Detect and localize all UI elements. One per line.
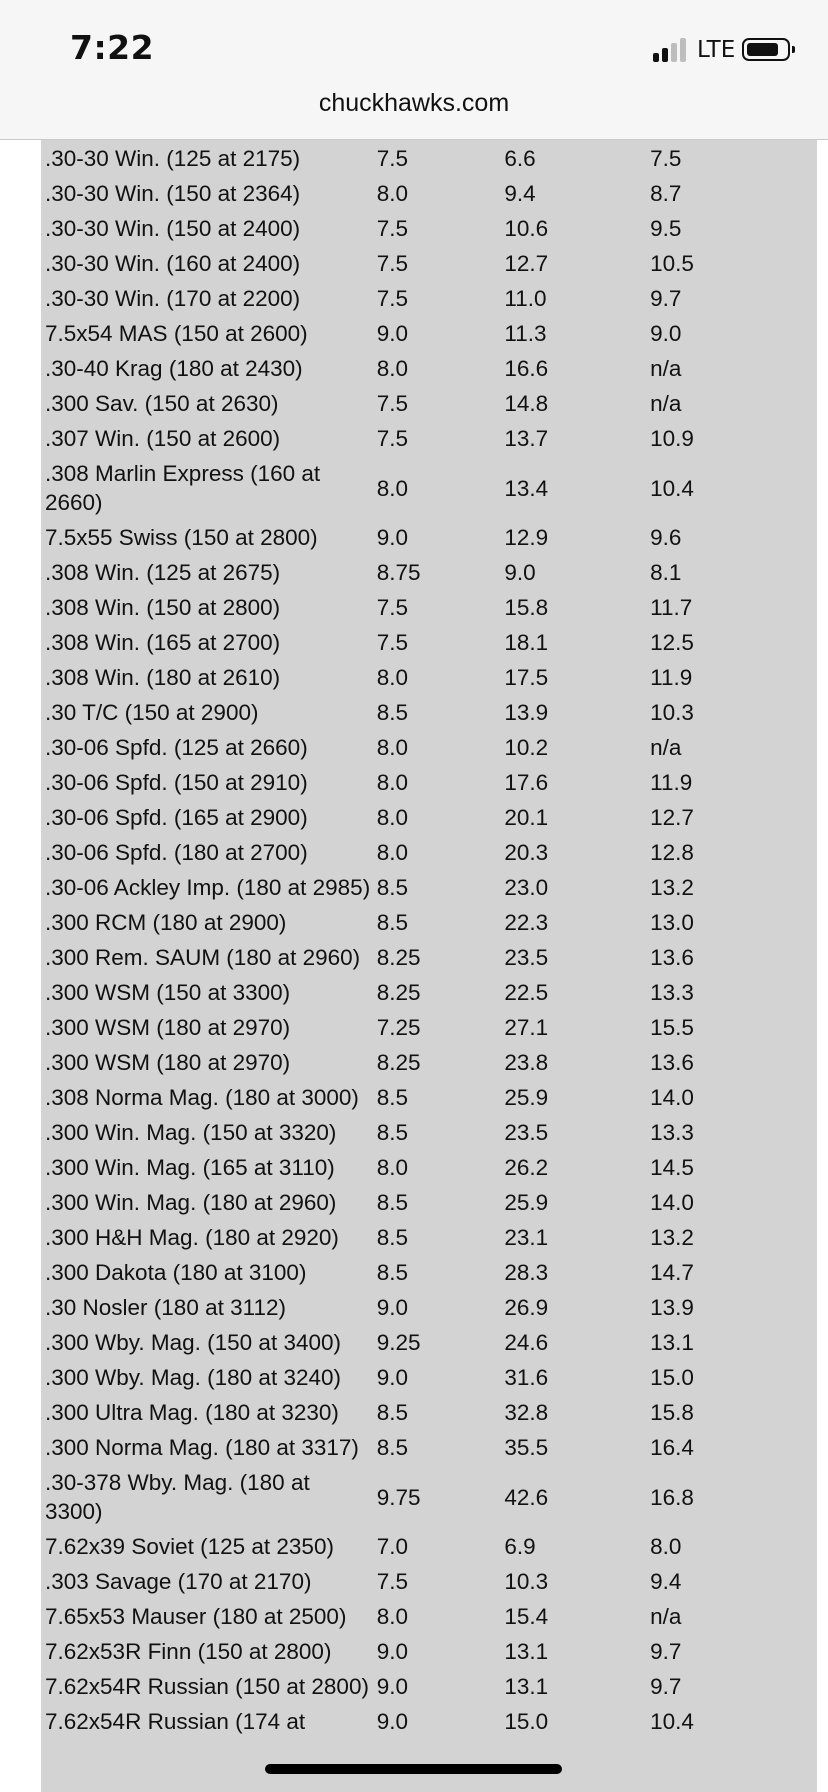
value-cell-2: 23.8 [504, 1050, 549, 1075]
cartridge-table [41, 141, 817, 1739]
value-cell-2: 15.8 [504, 595, 549, 620]
table-row [41, 281, 817, 316]
table-row [41, 1430, 817, 1465]
cartridge-cell: .30-06 Spfd. (125 at 2660) [45, 735, 308, 760]
cartridge-cell: .303 Savage (170 at 2170) [45, 1569, 312, 1594]
table-row [41, 625, 817, 660]
table-row [41, 660, 817, 695]
table-row [41, 765, 817, 800]
value-cell-3: 13.2 [650, 1225, 694, 1250]
value-cell-3: 11.9 [650, 665, 693, 690]
value-cell-2: 10.3 [504, 1569, 549, 1594]
value-cell-3: 8.7 [650, 181, 682, 206]
table-row [41, 1045, 817, 1080]
cartridge-cell: .30-378 Wby. Mag. (180 at 3300) [45, 1470, 310, 1524]
cartridge-cell: .30 T/C (150 at 2900) [45, 700, 259, 725]
value-cell-1: 8.5 [376, 700, 408, 725]
cartridge-cell: 7.5x55 Swiss (150 at 2800) [45, 525, 318, 550]
value-cell-3: 10.4 [650, 1709, 694, 1734]
value-cell-2: 18.1 [504, 630, 549, 655]
value-cell-3: 9.7 [650, 1674, 682, 1699]
cartridge-cell: .30-06 Spfd. (180 at 2700) [45, 840, 308, 865]
value-cell-1: 7.5 [376, 391, 408, 416]
value-cell-3: 7.5 [650, 146, 682, 171]
cartridge-cell: .308 Norma Mag. (180 at 3000) [45, 1085, 359, 1110]
value-cell-1: 7.5 [376, 1569, 408, 1594]
value-cell-2: 14.8 [504, 391, 549, 416]
value-cell-2: 13.9 [504, 700, 549, 725]
value-cell-1: 7.5 [376, 630, 408, 655]
value-cell-3: 14.0 [650, 1085, 694, 1110]
value-cell-3: 9.7 [650, 286, 682, 311]
value-cell-2: 42.6 [504, 1484, 549, 1510]
table-row [41, 1529, 817, 1564]
cartridge-cell: .300 RCM (180 at 2900) [45, 910, 287, 935]
value-cell-1: 8.5 [376, 1120, 408, 1145]
cartridge-cell: 7.62x39 Soviet (125 at 2350) [45, 1534, 334, 1559]
cartridge-cell: .300 Dakota (180 at 3100) [45, 1260, 307, 1285]
value-cell-3: 13.0 [650, 910, 694, 935]
table-row [41, 1465, 817, 1529]
table-row [41, 835, 817, 870]
table-row [41, 590, 817, 625]
value-cell-1: 8.0 [376, 840, 408, 865]
value-cell-3: 10.4 [650, 475, 694, 501]
status-time: 7:22 [70, 28, 155, 67]
table-row [41, 520, 817, 555]
cartridge-cell: 7.62x54R Russian (150 at 2800) [45, 1674, 369, 1699]
value-cell-2: 17.5 [504, 665, 549, 690]
value-cell-1: 9.0 [376, 1709, 408, 1734]
value-cell-2: 23.1 [504, 1225, 549, 1250]
value-cell-1: 8.5 [376, 1435, 408, 1460]
value-cell-1: 8.0 [376, 181, 408, 206]
value-cell-1: 9.0 [376, 1639, 408, 1664]
table-row [41, 421, 817, 456]
value-cell-3: 12.8 [650, 840, 694, 865]
table-row [41, 1564, 817, 1599]
cartridge-cell: .30-30 Win. (125 at 2175) [45, 146, 301, 171]
value-cell-3: n/a [650, 735, 682, 760]
table-row [41, 1704, 817, 1739]
value-cell-1: 8.5 [376, 1400, 408, 1425]
value-cell-1: 9.75 [376, 1484, 421, 1510]
cartridge-cell: 7.62x53R Finn (150 at 2800) [45, 1639, 332, 1664]
value-cell-2: 24.6 [504, 1330, 549, 1355]
value-cell-2: 31.6 [504, 1365, 549, 1390]
value-cell-1: 9.0 [376, 321, 408, 346]
value-cell-2: 15.0 [504, 1709, 549, 1734]
cartridge-cell: .30 Nosler (180 at 3112) [45, 1295, 286, 1320]
value-cell-3: 14.7 [650, 1260, 694, 1285]
value-cell-3: 8.0 [650, 1534, 682, 1559]
cartridge-cell: .300 Win. Mag. (180 at 2960) [45, 1190, 337, 1215]
value-cell-3: 13.3 [650, 980, 694, 1005]
cartridge-cell: .300 Wby. Mag. (150 at 3400) [45, 1330, 341, 1355]
value-cell-3: 11.9 [650, 770, 693, 795]
cartridge-cell: 7.62x54R Russian (174 at [45, 1709, 306, 1734]
table-row [41, 1150, 817, 1185]
value-cell-2: 22.3 [504, 910, 549, 935]
cartridge-cell: .30-30 Win. (170 at 2200) [45, 286, 301, 311]
cartridge-cell: .30-30 Win. (150 at 2400) [45, 216, 301, 241]
battery-icon [742, 38, 790, 61]
value-cell-2: 13.7 [504, 426, 549, 451]
value-cell-1: 8.0 [376, 1155, 408, 1180]
value-cell-1: 8.0 [376, 770, 408, 795]
table-row [41, 555, 817, 590]
table-row [41, 141, 817, 176]
value-cell-3: 9.0 [650, 321, 682, 346]
value-cell-3: 16.4 [650, 1435, 694, 1460]
cartridge-table-body [41, 141, 817, 1739]
value-cell-3: 9.4 [650, 1569, 682, 1594]
table-row [41, 975, 817, 1010]
value-cell-1: 8.5 [376, 1190, 408, 1215]
value-cell-1: 8.25 [376, 980, 421, 1005]
value-cell-1: 9.0 [376, 1295, 408, 1320]
page-content[interactable] [41, 140, 817, 1792]
cartridge-cell: .300 Ultra Mag. (180 at 3230) [45, 1400, 339, 1425]
value-cell-2: 16.6 [504, 356, 549, 381]
table-row [41, 695, 817, 730]
value-cell-2: 12.9 [504, 525, 549, 550]
cartridge-cell: .300 Sav. (150 at 2630) [45, 391, 279, 416]
value-cell-1: 9.25 [376, 1330, 421, 1355]
value-cell-3: 15.0 [650, 1365, 694, 1390]
cartridge-cell: .30-06 Ackley Imp. (180 at 2985) [45, 875, 371, 900]
site-domain: chuckhawks.com [318, 89, 510, 117]
table-row [41, 1360, 817, 1395]
cartridge-cell: .300 Win. Mag. (165 at 3110) [45, 1155, 335, 1180]
value-cell-3: 16.8 [650, 1484, 694, 1510]
cartridge-cell: .300 Win. Mag. (150 at 3320) [45, 1120, 337, 1145]
cartridge-cell: .307 Win. (150 at 2600) [45, 426, 281, 451]
value-cell-3: 15.8 [650, 1400, 694, 1425]
value-cell-3: 13.6 [650, 1050, 694, 1075]
table-row [41, 1010, 817, 1045]
value-cell-2: 10.6 [504, 216, 549, 241]
value-cell-1: 7.0 [376, 1534, 408, 1559]
value-cell-1: 8.5 [376, 1225, 408, 1250]
value-cell-1: 7.5 [376, 146, 408, 171]
value-cell-1: 7.25 [376, 1015, 421, 1040]
cartridge-cell: .308 Win. (165 at 2700) [45, 630, 281, 655]
cartridge-cell: .30-30 Win. (160 at 2400) [45, 251, 301, 276]
table-row [41, 905, 817, 940]
value-cell-3: 9.5 [650, 216, 682, 241]
table-row [41, 1325, 817, 1360]
home-indicator[interactable] [265, 1764, 562, 1774]
value-cell-3: 11.7 [650, 595, 693, 620]
value-cell-2: 13.1 [504, 1639, 549, 1664]
value-cell-3: 10.5 [650, 251, 694, 276]
value-cell-3: 9.6 [650, 525, 682, 550]
value-cell-1: 8.5 [376, 1260, 408, 1285]
value-cell-2: 28.3 [504, 1260, 549, 1285]
value-cell-2: 10.2 [504, 735, 549, 760]
value-cell-3: 15.5 [650, 1015, 694, 1040]
table-row [41, 940, 817, 975]
table-row [41, 1669, 817, 1704]
cartridge-cell: .308 Win. (125 at 2675) [45, 560, 281, 585]
value-cell-3: 8.1 [650, 560, 682, 585]
table-row [41, 211, 817, 246]
value-cell-2: 25.9 [504, 1085, 549, 1110]
value-cell-3: 14.0 [650, 1190, 694, 1215]
value-cell-2: 11.3 [504, 321, 547, 346]
table-row [41, 1290, 817, 1325]
value-cell-2: 25.9 [504, 1190, 549, 1215]
table-row [41, 1599, 817, 1634]
value-cell-2: 20.1 [504, 805, 549, 830]
value-cell-2: 23.5 [504, 945, 549, 970]
value-cell-3: 10.3 [650, 700, 694, 725]
value-cell-3: n/a [650, 1604, 682, 1629]
value-cell-1: 8.5 [376, 910, 408, 935]
value-cell-1: 8.0 [376, 475, 408, 501]
cartridge-cell: .30-06 Spfd. (165 at 2900) [45, 805, 308, 830]
status-bar [0, 0, 828, 88]
value-cell-1: 8.0 [376, 735, 408, 760]
value-cell-3: 13.9 [650, 1295, 694, 1320]
browser-address-bar[interactable] [0, 88, 828, 140]
value-cell-1: 8.25 [376, 1050, 421, 1075]
value-cell-2: 6.6 [504, 146, 536, 171]
table-row [41, 1220, 817, 1255]
value-cell-3: 9.7 [650, 1639, 682, 1664]
cartridge-cell: .300 Norma Mag. (180 at 3317) [45, 1435, 359, 1460]
value-cell-1: 7.5 [376, 286, 408, 311]
table-row [41, 1185, 817, 1220]
value-cell-2: 26.2 [504, 1155, 549, 1180]
table-row [41, 1395, 817, 1430]
cartridge-cell: .30-30 Win. (150 at 2364) [45, 181, 301, 206]
value-cell-3: 13.2 [650, 875, 694, 900]
value-cell-1: 8.0 [376, 1604, 408, 1629]
table-row [41, 351, 817, 386]
table-row [41, 870, 817, 905]
cellular-signal-icon [653, 36, 689, 62]
value-cell-1: 7.5 [376, 426, 408, 451]
cartridge-cell: .308 Marlin Express (160 at 2660) [45, 461, 321, 515]
value-cell-2: 32.8 [504, 1400, 549, 1425]
cartridge-cell: .300 Wby. Mag. (180 at 3240) [45, 1365, 341, 1390]
cartridge-cell: .300 Rem. SAUM (180 at 2960) [45, 945, 361, 970]
value-cell-1: 9.0 [376, 1365, 408, 1390]
table-row [41, 176, 817, 211]
value-cell-3: n/a [650, 356, 682, 381]
value-cell-2: 9.4 [504, 181, 536, 206]
value-cell-1: 8.25 [376, 945, 421, 970]
value-cell-1: 8.0 [376, 356, 408, 381]
table-row [41, 246, 817, 281]
value-cell-1: 8.5 [376, 1085, 408, 1110]
value-cell-2: 13.1 [504, 1674, 549, 1699]
value-cell-1: 9.0 [376, 1674, 408, 1699]
value-cell-3: 12.7 [650, 805, 694, 830]
value-cell-1: 8.75 [376, 560, 421, 585]
value-cell-1: 8.0 [376, 805, 408, 830]
value-cell-3: 13.1 [650, 1330, 694, 1355]
table-row [41, 1080, 817, 1115]
value-cell-1: 7.5 [376, 595, 408, 620]
value-cell-3: 14.5 [650, 1155, 694, 1180]
value-cell-3: 13.3 [650, 1120, 694, 1145]
table-row [41, 800, 817, 835]
value-cell-1: 7.5 [376, 216, 408, 241]
cartridge-cell: .308 Win. (180 at 2610) [45, 665, 281, 690]
value-cell-2: 23.5 [504, 1120, 549, 1145]
value-cell-2: 20.3 [504, 840, 549, 865]
value-cell-3: 12.5 [650, 630, 694, 655]
table-row [41, 1255, 817, 1290]
value-cell-2: 6.9 [504, 1534, 536, 1559]
value-cell-3: n/a [650, 391, 682, 416]
value-cell-2: 9.0 [504, 560, 536, 585]
value-cell-2: 26.9 [504, 1295, 549, 1320]
cartridge-cell: .30-06 Spfd. (150 at 2910) [45, 770, 308, 795]
value-cell-2: 11.0 [504, 286, 547, 311]
value-cell-1: 7.5 [376, 251, 408, 276]
value-cell-2: 23.0 [504, 875, 549, 900]
table-row [41, 730, 817, 765]
table-row [41, 1634, 817, 1669]
cartridge-cell: .300 WSM (150 at 3300) [45, 980, 291, 1005]
cartridge-cell: .300 WSM (180 at 2970) [45, 1015, 291, 1040]
value-cell-3: 10.9 [650, 426, 694, 451]
cartridge-cell: .300 WSM (180 at 2970) [45, 1050, 291, 1075]
value-cell-2: 22.5 [504, 980, 549, 1005]
value-cell-1: 9.0 [376, 525, 408, 550]
cartridge-cell: 7.65x53 Mauser (180 at 2500) [45, 1604, 347, 1629]
value-cell-2: 13.4 [504, 475, 549, 501]
table-row [41, 456, 817, 520]
cartridge-cell: .300 H&H Mag. (180 at 2920) [45, 1225, 339, 1250]
value-cell-1: 8.0 [376, 665, 408, 690]
value-cell-2: 15.4 [504, 1604, 549, 1629]
value-cell-2: 27.1 [504, 1015, 549, 1040]
value-cell-1: 8.5 [376, 875, 408, 900]
network-type: LTE [697, 37, 736, 63]
cartridge-cell: 7.5x54 MAS (150 at 2600) [45, 321, 308, 346]
value-cell-2: 35.5 [504, 1435, 549, 1460]
cartridge-cell: .308 Win. (150 at 2800) [45, 595, 281, 620]
table-row [41, 386, 817, 421]
value-cell-2: 17.6 [504, 770, 549, 795]
value-cell-3: 13.6 [650, 945, 694, 970]
value-cell-2: 12.7 [504, 251, 549, 276]
cartridge-cell: .30-40 Krag (180 at 2430) [45, 356, 303, 381]
table-row [41, 1115, 817, 1150]
table-row [41, 316, 817, 351]
